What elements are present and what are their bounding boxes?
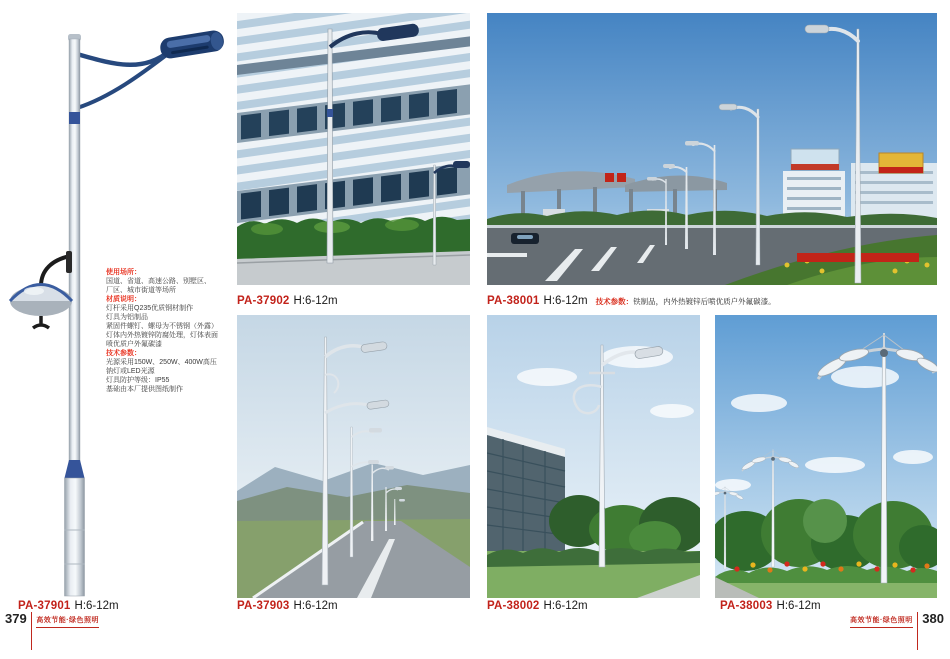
- footer-left: [5, 612, 99, 650]
- product-height: H:6-12m: [543, 600, 588, 612]
- product-label-pa-37903: [237, 596, 338, 614]
- info-line: 灯具为铝制品: [106, 314, 148, 321]
- office-building: [487, 427, 565, 565]
- product-code: PA-38001: [487, 295, 540, 307]
- info-line: 厂区、城市街道等场所: [106, 287, 176, 294]
- info-heading: 材质说明：: [106, 296, 141, 303]
- info-line: 国道、省道、高速公路、别墅区、: [106, 278, 211, 285]
- footer-divider: [31, 612, 33, 650]
- info-line: 光源采用150W、250W、400W高压: [106, 359, 217, 366]
- info-line: 钠灯或LED光源: [106, 368, 155, 375]
- info-heading: 技术参数：: [106, 350, 141, 357]
- product-label-pa-38002: [487, 596, 588, 614]
- page-number-left: 379: [5, 611, 27, 626]
- gate-sign: [605, 173, 614, 182]
- product-code: PA-38002: [487, 600, 540, 612]
- product-photo-pa-38002: [487, 315, 700, 598]
- info-line: 基础由本厂提供图纸制作: [106, 386, 183, 393]
- product-photo-pa-38001: [487, 13, 937, 285]
- product-height: H:6-12m: [776, 600, 821, 612]
- info-line: 喷优质户外氟碳漆: [106, 341, 162, 348]
- footer-right: [850, 612, 944, 650]
- info-line: 灯具防护等级：IP55: [106, 377, 170, 384]
- product-code: PA-37903: [237, 600, 290, 612]
- product-label-pa-38001: [487, 291, 776, 309]
- product-photo-pa-37902: [237, 13, 470, 285]
- product-photo-pa-38003: [715, 315, 937, 598]
- product-note-label: 技术参数：: [595, 297, 634, 306]
- product-code: PA-38003: [720, 600, 773, 612]
- product-height: H:6-12m: [293, 600, 338, 612]
- car: [511, 233, 539, 244]
- product-label-pa-38003: [720, 596, 821, 614]
- product-height: H:6-12m: [74, 600, 119, 612]
- page-number-right: 380: [922, 611, 944, 626]
- product-code: PA-37901: [18, 600, 71, 612]
- product-photo-pa-37903: [237, 315, 470, 598]
- info-line: 紧固件螺钉、螺母为不锈钢（外露）: [106, 323, 218, 330]
- footer-divider: [917, 612, 919, 650]
- info-heading: 使用场所：: [106, 269, 141, 276]
- product-note: 铁制品，内外热镀锌后喷优质户外氟碳漆。: [633, 297, 776, 306]
- footer-slogan: 高效节能·绿色照明: [850, 615, 913, 628]
- info-line: 灯体内外热镀锌防腐处理，灯体表面: [106, 332, 218, 339]
- footer-slogan: 高效节能·绿色照明: [36, 615, 99, 628]
- spec-info-block: [106, 268, 238, 394]
- info-line: 灯杆采用Q235优质钢材制作: [106, 305, 194, 312]
- guardrail: [487, 225, 937, 228]
- product-height: H:6-12m: [293, 295, 338, 307]
- product-code: PA-37902: [237, 295, 290, 307]
- product-label-pa-37902: [237, 291, 338, 309]
- product-height: H:6-12m: [543, 295, 588, 307]
